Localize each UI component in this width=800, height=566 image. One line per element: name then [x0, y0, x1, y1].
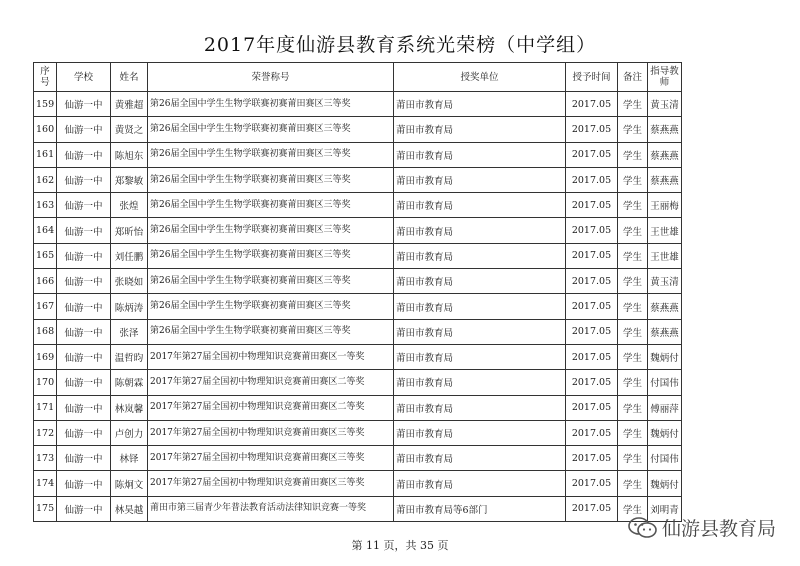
cell-no: 169 [34, 344, 57, 369]
cell-award: 第26届全国中学生生物学联赛初赛莆田赛区三等奖 [148, 269, 394, 294]
wechat-icon [628, 516, 658, 540]
account-watermark [628, 514, 776, 541]
cell-name: 张泽 [111, 319, 148, 344]
cell-no: 167 [34, 294, 57, 319]
cell-date: 2017.05 [566, 193, 618, 218]
cell-name: 刘任鹏 [111, 243, 148, 268]
table-row [34, 92, 682, 117]
cell-date: 2017.05 [566, 218, 618, 243]
cell-school: 仙游一中 [57, 370, 111, 395]
cell-date: 2017.05 [566, 117, 618, 142]
cell-award: 第26届全国中学生生物学联赛初赛莆田赛区三等奖 [148, 117, 394, 142]
cell-advisor: 蔡燕燕 [648, 319, 682, 344]
cell-no: 174 [34, 471, 57, 496]
cell-advisor: 蔡燕燕 [648, 294, 682, 319]
cell-advisor: 黄玉清 [648, 92, 682, 117]
cell-note: 学生 [618, 496, 648, 521]
cell-name: 林岚馨 [111, 395, 148, 420]
cell-unit: 莆田市教育局 [394, 193, 566, 218]
cell-advisor: 魏炳付 [648, 344, 682, 369]
column-header-unit: 授奖单位 [394, 63, 566, 92]
cell-advisor: 蔡燕燕 [648, 142, 682, 167]
cell-name: 陈炳涛 [111, 294, 148, 319]
cell-unit: 莆田市教育局 [394, 117, 566, 142]
cell-note: 学生 [618, 193, 648, 218]
cell-unit: 莆田市教育局等6部门 [394, 496, 566, 521]
page-title: 2017年度仙游县教育系统光荣榜（中学组） [203, 34, 597, 56]
cell-unit: 莆田市教育局 [394, 218, 566, 243]
cell-school: 仙游一中 [57, 218, 111, 243]
honor-table [33, 62, 682, 522]
cell-name: 郑黎敏 [111, 167, 148, 192]
cell-no: 161 [34, 142, 57, 167]
cell-note: 学生 [618, 117, 648, 142]
page-footer: 第 11 页，共 35 页 [351, 539, 449, 552]
cell-name: 卢创力 [111, 420, 148, 445]
cell-school: 仙游一中 [57, 117, 111, 142]
cell-advisor: 付国伟 [648, 370, 682, 395]
cell-school: 仙游一中 [57, 395, 111, 420]
cell-unit: 莆田市教育局 [394, 344, 566, 369]
cell-unit: 莆田市教育局 [394, 446, 566, 471]
cell-date: 2017.05 [566, 370, 618, 395]
cell-date: 2017.05 [566, 319, 618, 344]
cell-unit: 莆田市教育局 [394, 167, 566, 192]
cell-award: 第26届全国中学生生物学联赛初赛莆田赛区三等奖 [148, 92, 394, 117]
cell-school: 仙游一中 [57, 420, 111, 445]
cell-date: 2017.05 [566, 142, 618, 167]
column-header-no: 序号 [34, 63, 57, 92]
column-header-award: 荣誉称号 [148, 63, 394, 92]
table-row [34, 294, 682, 319]
cell-unit: 莆田市教育局 [394, 142, 566, 167]
table-row [34, 269, 682, 294]
table-row [34, 446, 682, 471]
cell-note: 学生 [618, 420, 648, 445]
cell-advisor: 王丽梅 [648, 193, 682, 218]
cell-name: 陈朝霖 [111, 370, 148, 395]
cell-school: 仙游一中 [57, 92, 111, 117]
table-header-row [34, 63, 682, 92]
watermark-text: 仙游县教育局 [662, 518, 777, 540]
cell-note: 学生 [618, 319, 648, 344]
cell-name: 温哲昀 [111, 344, 148, 369]
cell-school: 仙游一中 [57, 344, 111, 369]
cell-no: 160 [34, 117, 57, 142]
cell-award: 第26届全国中学生生物学联赛初赛莆田赛区三等奖 [148, 218, 394, 243]
cell-school: 仙游一中 [57, 269, 111, 294]
cell-advisor: 魏炳付 [648, 471, 682, 496]
cell-advisor: 傅丽萍 [648, 395, 682, 420]
cell-date: 2017.05 [566, 395, 618, 420]
cell-school: 仙游一中 [57, 193, 111, 218]
cell-date: 2017.05 [566, 496, 618, 521]
cell-note: 学生 [618, 92, 648, 117]
cell-date: 2017.05 [566, 294, 618, 319]
cell-advisor: 付国伟 [648, 446, 682, 471]
cell-note: 学生 [618, 471, 648, 496]
cell-date: 2017.05 [566, 92, 618, 117]
cell-advisor: 王世雄 [648, 218, 682, 243]
cell-no: 163 [34, 193, 57, 218]
cell-date: 2017.05 [566, 420, 618, 445]
cell-no: 168 [34, 319, 57, 344]
cell-name: 林昊越 [111, 496, 148, 521]
cell-name: 黄雅超 [111, 92, 148, 117]
cell-award: 第26届全国中学生生物学联赛初赛莆田赛区三等奖 [148, 142, 394, 167]
cell-note: 学生 [618, 269, 648, 294]
cell-school: 仙游一中 [57, 319, 111, 344]
table-row [34, 117, 682, 142]
cell-school: 仙游一中 [57, 142, 111, 167]
cell-no: 159 [34, 92, 57, 117]
cell-name: 张煌 [111, 193, 148, 218]
cell-no: 173 [34, 446, 57, 471]
cell-award: 2017年第27届全国初中物理知识竞赛莆田赛区三等奖 [148, 420, 394, 445]
column-header-note: 备注 [618, 63, 648, 92]
cell-unit: 莆田市教育局 [394, 370, 566, 395]
table-row [34, 142, 682, 167]
cell-note: 学生 [618, 142, 648, 167]
cell-name: 林铎 [111, 446, 148, 471]
cell-award: 第26届全国中学生生物学联赛初赛莆田赛区三等奖 [148, 167, 394, 192]
cell-award: 第26届全国中学生生物学联赛初赛莆田赛区三等奖 [148, 243, 394, 268]
cell-note: 学生 [618, 243, 648, 268]
table-row [34, 471, 682, 496]
cell-note: 学生 [618, 344, 648, 369]
cell-unit: 莆田市教育局 [394, 395, 566, 420]
cell-date: 2017.05 [566, 471, 618, 496]
cell-unit: 莆田市教育局 [394, 420, 566, 445]
cell-unit: 莆田市教育局 [394, 294, 566, 319]
cell-unit: 莆田市教育局 [394, 243, 566, 268]
cell-date: 2017.05 [566, 243, 618, 268]
table-row [34, 319, 682, 344]
cell-unit: 莆田市教育局 [394, 319, 566, 344]
cell-advisor: 刘明青 [648, 496, 682, 521]
column-header-advisor: 指导教师 [648, 63, 682, 92]
cell-school: 仙游一中 [57, 471, 111, 496]
cell-no: 166 [34, 269, 57, 294]
cell-no: 170 [34, 370, 57, 395]
cell-date: 2017.05 [566, 167, 618, 192]
cell-unit: 莆田市教育局 [394, 471, 566, 496]
cell-name: 陈旭东 [111, 142, 148, 167]
cell-unit: 莆田市教育局 [394, 269, 566, 294]
cell-award: 2017年第27届全国初中物理知识竞赛莆田赛区三等奖 [148, 471, 394, 496]
cell-unit: 莆田市教育局 [394, 92, 566, 117]
table-body [34, 92, 682, 522]
table-row [34, 167, 682, 192]
cell-advisor: 魏炳付 [648, 420, 682, 445]
cell-date: 2017.05 [566, 344, 618, 369]
cell-advisor: 王世雄 [648, 243, 682, 268]
table-row [34, 395, 682, 420]
cell-award: 第26届全国中学生生物学联赛初赛莆田赛区三等奖 [148, 319, 394, 344]
cell-advisor: 蔡燕燕 [648, 117, 682, 142]
cell-school: 仙游一中 [57, 446, 111, 471]
cell-name: 张晓如 [111, 269, 148, 294]
cell-award: 莆田市第三届青少年普法教育活动法律知识竞赛一等奖 [148, 496, 394, 521]
table-row [34, 420, 682, 445]
cell-note: 学生 [618, 218, 648, 243]
table-row [34, 218, 682, 243]
cell-no: 162 [34, 167, 57, 192]
cell-note: 学生 [618, 294, 648, 319]
cell-name: 陈炯文 [111, 471, 148, 496]
cell-award: 2017年第27届全国初中物理知识竞赛莆田赛区二等奖 [148, 370, 394, 395]
cell-no: 164 [34, 218, 57, 243]
cell-school: 仙游一中 [57, 496, 111, 521]
cell-date: 2017.05 [566, 446, 618, 471]
cell-award: 第26届全国中学生生物学联赛初赛莆田赛区三等奖 [148, 294, 394, 319]
cell-name: 黄贤之 [111, 117, 148, 142]
table-row [34, 193, 682, 218]
cell-date: 2017.05 [566, 269, 618, 294]
cell-award: 2017年第27届全国初中物理知识竞赛莆田赛区一等奖 [148, 344, 394, 369]
column-header-date: 授予时间 [566, 63, 618, 92]
cell-no: 172 [34, 420, 57, 445]
table-row [34, 496, 682, 521]
cell-advisor: 黄玉清 [648, 269, 682, 294]
cell-advisor: 蔡燕燕 [648, 167, 682, 192]
cell-no: 165 [34, 243, 57, 268]
cell-award: 2017年第27届全国初中物理知识竞赛莆田赛区二等奖 [148, 395, 394, 420]
cell-award: 第26届全国中学生生物学联赛初赛莆田赛区三等奖 [148, 193, 394, 218]
column-header-school: 学校 [57, 63, 111, 92]
table-row [34, 370, 682, 395]
cell-note: 学生 [618, 370, 648, 395]
column-header-name: 姓名 [111, 63, 148, 92]
table-row [34, 344, 682, 369]
cell-school: 仙游一中 [57, 294, 111, 319]
table-row [34, 243, 682, 268]
cell-name: 郑昕怡 [111, 218, 148, 243]
cell-no: 171 [34, 395, 57, 420]
cell-award: 2017年第27届全国初中物理知识竞赛莆田赛区三等奖 [148, 446, 394, 471]
cell-school: 仙游一中 [57, 167, 111, 192]
cell-note: 学生 [618, 446, 648, 471]
cell-note: 学生 [618, 167, 648, 192]
cell-note: 学生 [618, 395, 648, 420]
cell-school: 仙游一中 [57, 243, 111, 268]
cell-no: 175 [34, 496, 57, 521]
